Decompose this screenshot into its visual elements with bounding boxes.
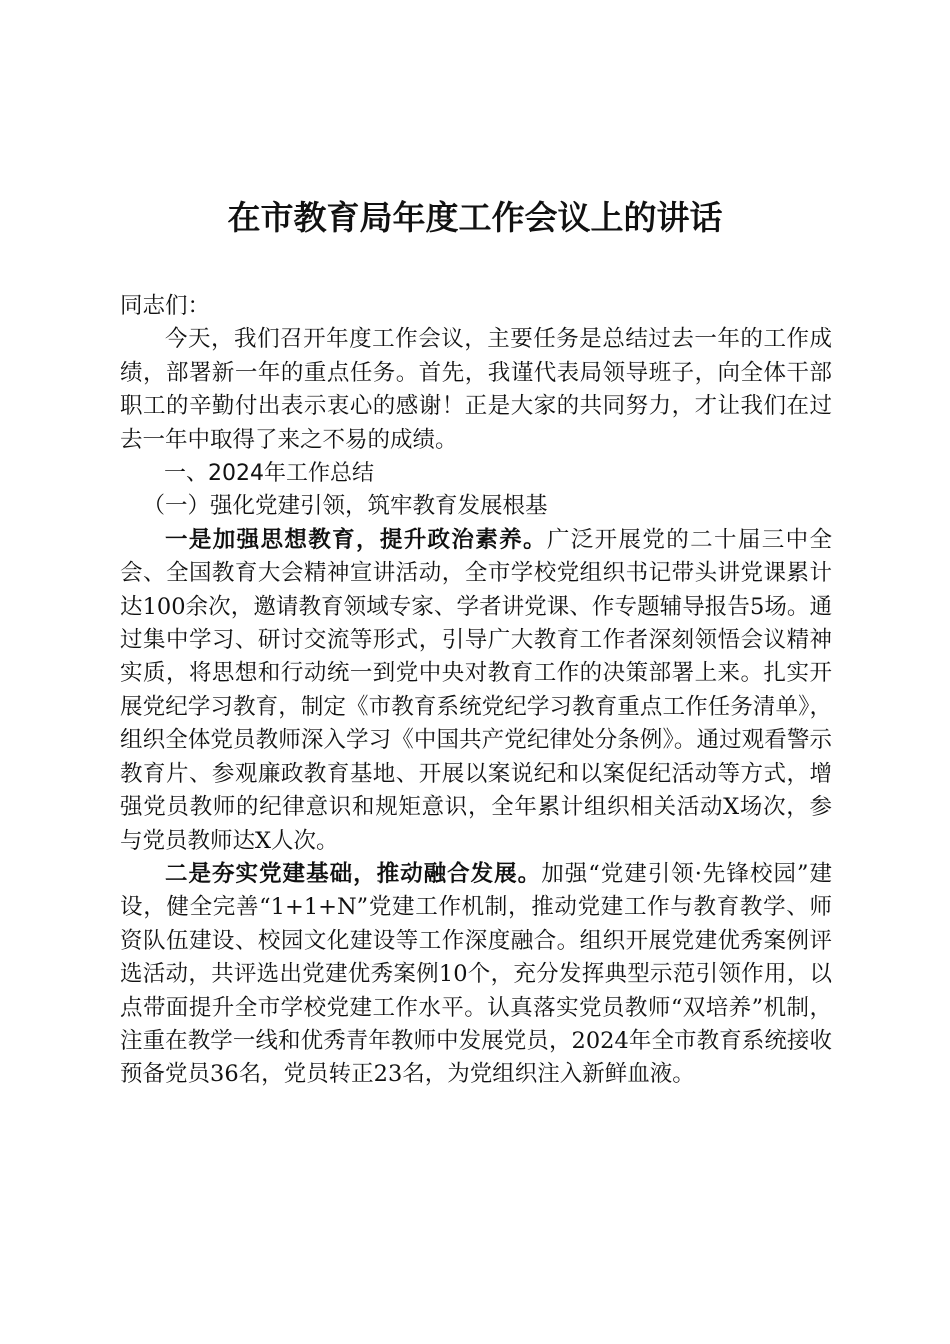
paragraph-2 bbox=[120, 858, 832, 1092]
greeting: 同志们： bbox=[120, 293, 211, 319]
paragraph-1-lead: 一是加强思想教育，提升政治素养。 bbox=[165, 526, 547, 553]
paragraph-2-text: 加强“党建引领·先锋校园”建设，健全完善“1+1+N”党建工作机制，推动党建工作与教育教学、师资队伍建设、校园文化建设等工作深度融合。组织开展党建优秀案例评选活动，共评选出党建优秀案例10个，充分发挥典型示范引领作用，以点带面提升全市学校党建工作水平。认真落实党员教师“双培养”机制，注重在教学一线和优秀青年教师中发展党员，2024年全市教育系统接收预备党员36名，党员转正23名，为党组织注入新鲜血液。 bbox=[120, 860, 832, 1088]
intro-paragraph: 今天，我们召开年度工作会议，主要任务是总结过去一年的工作成绩，部署新一年的重点任务。首先，我谨代表局领导班子，向全体干部职工的辛勤付出表示衷心的感谢！正是大家的共同努力，才让我们在过去一年中取得了来之不易的成绩。 bbox=[120, 326, 832, 453]
paragraph-2-lead: 二是夯实党建基础，推动融合发展。 bbox=[165, 860, 542, 887]
paragraph-1 bbox=[120, 524, 832, 858]
paragraph-1-text: 广泛开展党的二十届三中全会、全国教育大会精神宣讲活动，全市学校党组织书记带头讲党课累计达100余次，邀请教育领域专家、学者讲党课、作专题辅导报告5场。通过集中学习、研讨交流等形式，引导广大教育工作者深刻领悟会议精神实质，将思想和行动统一到党中央对教育工作的决策部署上来。扎实开展党纪学习教育，制定《市教育系统党纪学习教育重点工作任务清单》，组织全体党员教师深入学习《中国共产党纪律处分条例》。通过观看警示教育片、参观廉政教育基地、开展以案说纪和以案促纪活动等方式，增强党员教师的纪律意识和规矩意识，全年累计组织相关活动X场次，参与党员教师达X人次。 bbox=[120, 526, 832, 854]
document-title: 在市教育局年度工作会议上的讲话 bbox=[227, 198, 723, 237]
subsection-heading: （一）强化党建引领，筑牢教育发展根基 bbox=[142, 493, 548, 520]
document-body bbox=[120, 290, 832, 1092]
section-heading: 一、2024年工作总结 bbox=[164, 461, 374, 487]
